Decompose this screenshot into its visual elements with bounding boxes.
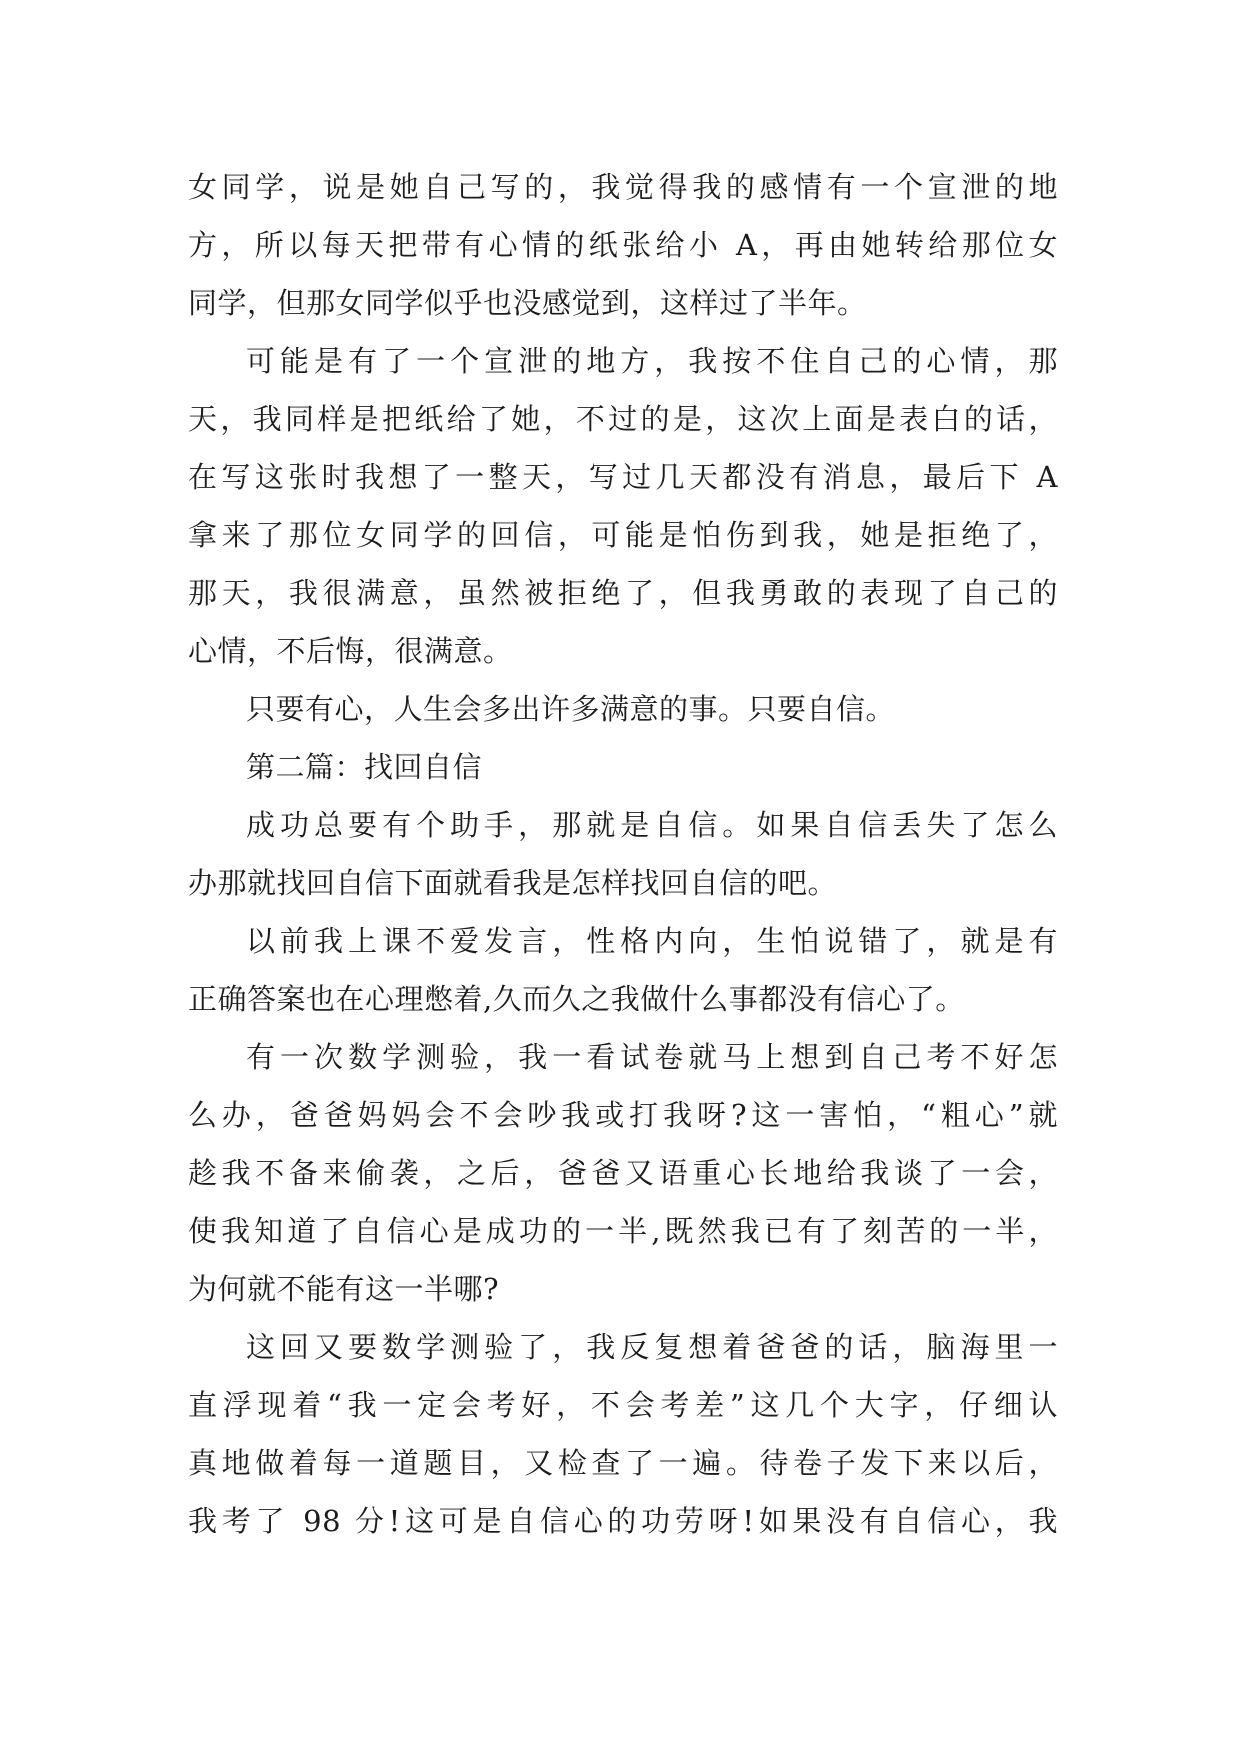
text-line: 直浮现着“我一定会考好，不会考差”这几个大字，仔细认 (188, 1388, 1058, 1422)
text-line: 在写这张时我想了一整天，写过几天都没有消息，最后下 A (188, 460, 1058, 494)
text-line: 这回又要数学测验了，我反复想着爸爸的话，脑海里一 (246, 1330, 1058, 1364)
text-line: 正确答案也在心理憋着,久而久之我做什么事都没有信心了。 (188, 982, 965, 1016)
text-line: 成功总要有个助手，那就是自信。如果自信丢失了怎么 (246, 808, 1058, 842)
text-line: 可能是有了一个宣泄的地方，我按不住自己的心情，那 (246, 344, 1058, 378)
body-text (188, 158, 1058, 1550)
section-heading: 第二篇：找回自信 (246, 750, 483, 784)
text-line: 么办，爸爸妈妈会不会吵我或打我呀?这一害怕，“粗心”就 (188, 1098, 1058, 1132)
text-line: 同学，但那女同学似乎也没感觉到，这样过了半年。 (188, 286, 867, 320)
text-line: 只要有心，人生会多出许多满意的事。只要自信。 (246, 692, 896, 726)
text-line: 以前我上课不爱发言，性格内向，生怕说错了，就是有 (246, 924, 1058, 958)
text-line: 有一次数学测验，我一看试卷就马上想到自己考不好怎 (246, 1040, 1058, 1074)
text-line: 使我知道了自信心是成功的一半,既然我已有了刻苦的一半， (188, 1214, 1058, 1248)
text-line: 那天，我很满意，虽然被拒绝了，但我勇敢的表现了自己的 (188, 576, 1058, 610)
text-line: 心情，不后悔，很满意。 (188, 634, 513, 668)
text-line: 拿来了那位女同学的回信，可能是怕伤到我，她是拒绝了， (188, 518, 1058, 552)
text-line: 真地做着每一道题目，又检查了一遍。待卷子发下来以后， (188, 1446, 1058, 1480)
text-line: 我考了 98 分!这可是自信心的功劳呀!如果没有自信心，我 (188, 1504, 1058, 1538)
text-line: 趁我不备来偷袭，之后，爸爸又语重心长地给我谈了一会， (188, 1156, 1058, 1190)
text-line: 为何就不能有这一半哪? (188, 1272, 500, 1306)
text-line: 方，所以每天把带有心情的纸张给小 A，再由她转给那位女 (188, 228, 1058, 262)
text-line: 女同学，说是她自己写的，我觉得我的感情有一个宣泄的地 (188, 170, 1058, 204)
text-line: 天，我同样是把纸给了她，不过的是，这次上面是表白的话， (188, 402, 1058, 436)
text-line: 办那就找回自信下面就看我是怎样找回自信的吧。 (188, 866, 838, 900)
